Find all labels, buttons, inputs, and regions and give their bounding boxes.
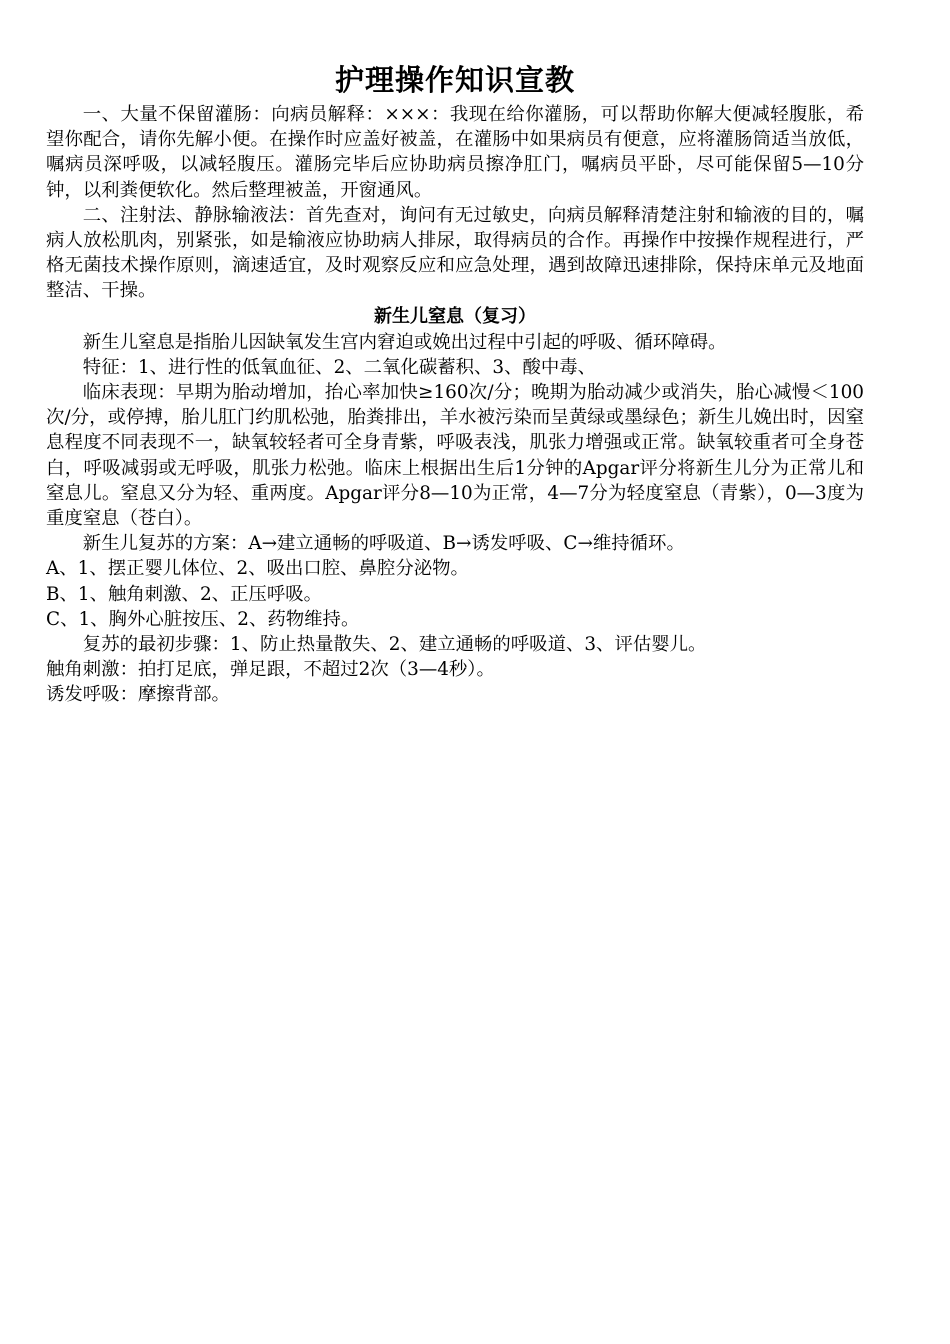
features-paragraph: 特征：1、进行性的低氧血征、2、二氧化碳蓄积、3、酸中毒、 [82,356,597,378]
clinical-paragraph: 临床表现：早期为胎动增加，抬心率加快≥160次/分；晚期为胎动减少或消失，胎心减慢＜100次/分，或停搏，胎儿肛门约肌松弛，胎粪排出，羊水被污染而呈黄绿或墨绿色；新生儿娩出时，因窒息程度不同表现不一，缺氧较轻者可全身青紫，呼吸表浅，肌张力增强或正常。缺氧较重者可全身苍白，呼吸减弱或无呼吸，肌张力松弛。临床上根据出生后1分钟的Apgar评分将新生儿分为正常儿和窒息儿。窒息又分为轻、重两度。Apgar评分8—10为正常，4—7分为轻度窒息（青紫），0—3度为重度窒息（苍白）。 [46,382,864,530]
resuscitation-plan: 新生儿复苏的方案：A→建立通畅的呼吸道、B→诱发呼吸、C→维持循环。 [82,533,685,555]
plan-item-b: B、1、触角刺激、2、正压呼吸。 [46,583,322,605]
tactile-stimulation-line: 触角刺激：拍打足底，弹足跟，不超过2次（3—4秒）。 [46,659,495,681]
plan-item-c: C、1、胸外心脏按压、2、药物维持。 [46,608,360,630]
first-steps-paragraph: 复苏的最初步骤：1、防止热量散失、2、建立通畅的呼吸道、3、评估婴儿。 [82,634,707,656]
page-title: 护理操作知识宣教 [334,63,575,97]
induce-breathing-line: 诱发呼吸：摩擦背部。 [46,684,230,706]
section-title: 新生儿窒息（复习） [374,305,536,327]
document-page [46,58,864,708]
plan-item-a: A、1、摆正婴儿体位、2、吸出口腔、鼻腔分泌物。 [46,558,469,580]
definition-paragraph: 新生儿窒息是指胎儿因缺氧发生宫内窘迫或娩出过程中引起的呼吸、循环障碍。 [82,331,727,353]
enema-paragraph: 一、大量不保留灌肠：向病员解释：×××：我现在给你灌肠，可以帮助你解大便减轻腹胀，希望你配合，请你先解小便。在操作时应盖好被盖，在灌肠中如果病员有便意，应将灌肠筒适当放低，嘱病员深呼吸，以减轻腹压。灌肠完毕后应协助病员擦净肛门，嘱病员平卧，尽可能保留5—10分钟，以利粪便软化。然后整理被盖，开窗通风。 [46,104,864,201]
injection-paragraph: 二、注射法、静脉输液法：首先查对，询问有无过敏史，向病员解释清楚注射和输液的目的，嘱病人放松肌肉，别紧张，如是输液应协助病人排尿，取得病员的合作。再操作中按操作规程进行，严格无菌技术操作原则，滴速适宜，及时观察反应和应急处理，遇到故障迅速排除，保持床单元及地面整洁、干操。 [46,204,864,302]
